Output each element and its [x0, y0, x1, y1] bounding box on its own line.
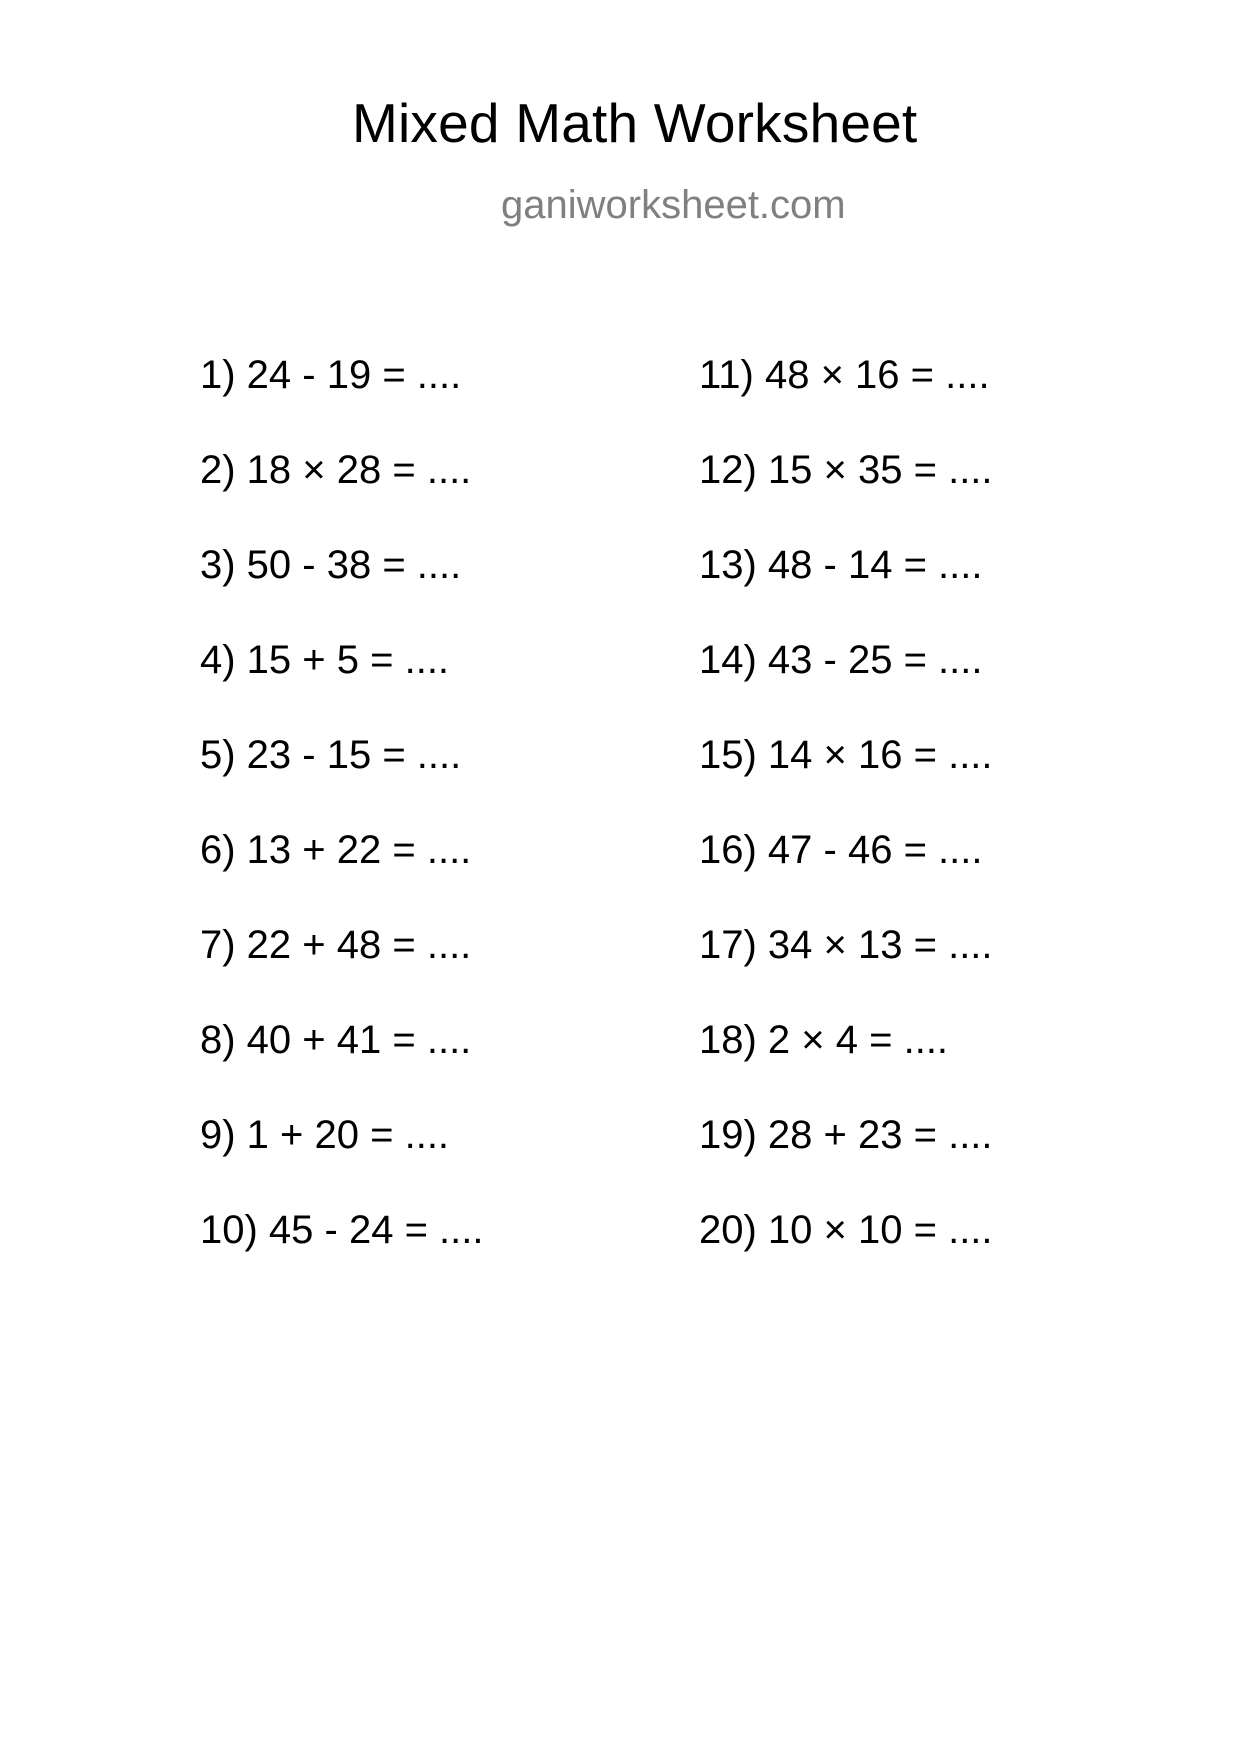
problem-9: 9) 1 + 20 = ....	[200, 1113, 450, 1157]
problems-left-column	[200, 355, 670, 1305]
problem-10: 10) 45 - 24 = ....	[200, 1208, 484, 1252]
problem-4: 4) 15 + 5 = ....	[200, 638, 450, 682]
problem-2: 2) 18 × 28 = ....	[200, 448, 472, 492]
problem-12: 12) 15 × 35 = ....	[699, 448, 993, 492]
problem-16: 16) 47 - 46 = ....	[699, 828, 983, 872]
worksheet-title: Mixed Math Worksheet	[352, 92, 918, 154]
website-label: ganiworksheet.com	[501, 183, 846, 227]
problem-14: 14) 43 - 25 = ....	[699, 638, 983, 682]
problem-7: 7) 22 + 48 = ....	[200, 923, 472, 967]
problem-17: 17) 34 × 13 = ....	[699, 923, 993, 967]
problem-19: 19) 28 + 23 = ....	[699, 1113, 993, 1157]
problem-18: 18) 2 × 4 = ....	[699, 1018, 949, 1062]
problem-13: 13) 48 - 14 = ....	[699, 543, 983, 587]
problem-5: 5) 23 - 15 = ....	[200, 733, 462, 777]
problem-20: 20) 10 × 10 = ....	[699, 1208, 993, 1252]
problem-8: 8) 40 + 41 = ....	[200, 1018, 472, 1062]
problem-1: 1) 24 - 19 = ....	[200, 353, 462, 397]
problem-6: 6) 13 + 22 = ....	[200, 828, 472, 872]
problem-11: 11) 48 × 16 = ....	[699, 353, 990, 397]
problem-15: 15) 14 × 16 = ....	[699, 733, 993, 777]
problems-right-column	[699, 355, 1169, 1305]
problem-3: 3) 50 - 38 = ....	[200, 543, 462, 587]
